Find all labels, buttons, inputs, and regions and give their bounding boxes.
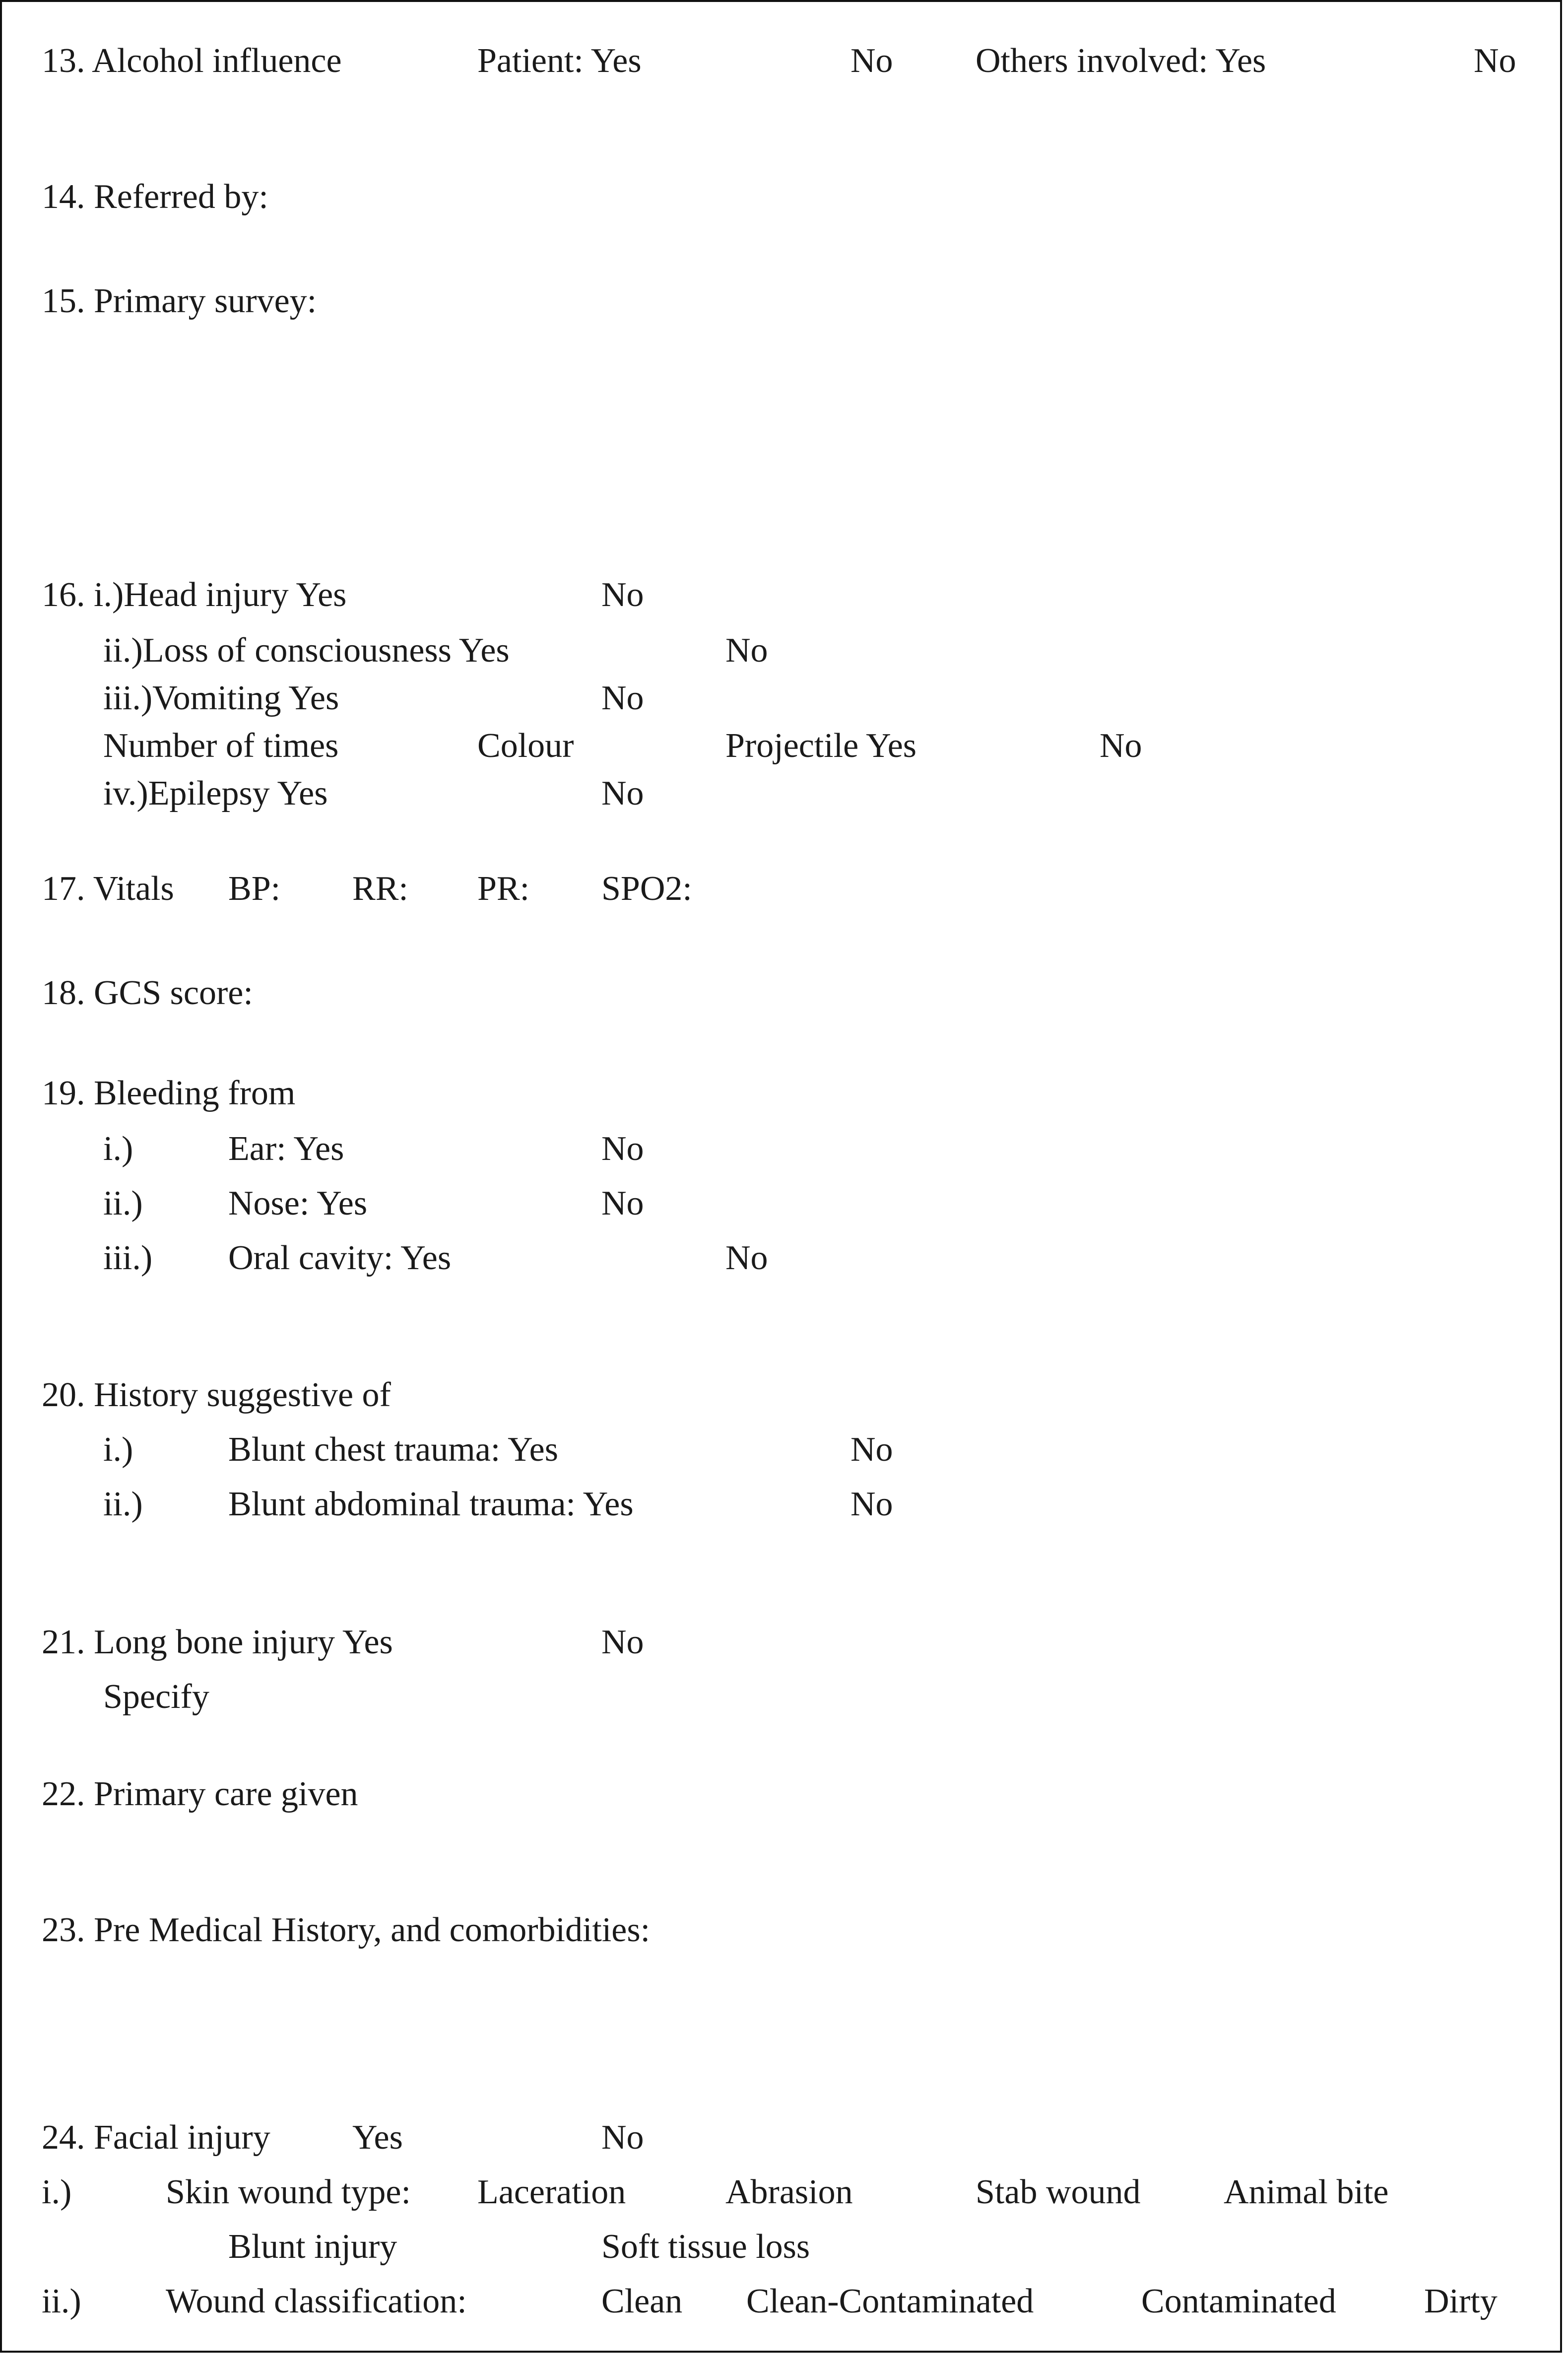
- q16-epilepsy-no: No: [601, 774, 644, 813]
- q24-skin-laceration: Laceration: [477, 2173, 626, 2211]
- q24-facial-yes: Yes: [352, 2118, 403, 2157]
- q16-loss-consciousness-no: No: [725, 631, 768, 670]
- q19-num-3: iii.): [103, 1239, 153, 1277]
- q20-history-suggestive: 20. History suggestive of: [42, 1376, 391, 1414]
- q13-label: 13. Alcohol influence: [42, 42, 342, 80]
- q19-nose-yes: Nose: Yes: [228, 1184, 368, 1222]
- q16-vomiting-no: No: [601, 679, 644, 717]
- q20-chest-trauma-no: No: [850, 1430, 893, 1469]
- q24-wound-num: ii.): [42, 2282, 81, 2320]
- q24-wound-clean-contaminated: Clean-Contaminated: [746, 2282, 1034, 2320]
- q19-nose-no: No: [601, 1184, 644, 1222]
- q19-ear-yes: Ear: Yes: [228, 1130, 344, 1168]
- q20-abdominal-trauma-no: No: [850, 1485, 893, 1523]
- q17-vitals: 17. Vitals: [42, 870, 174, 908]
- q13-patient-yes: Patient: Yes: [477, 42, 642, 80]
- q24-wound-label: Wound classification:: [166, 2282, 467, 2320]
- q24-skin-abrasion: Abrasion: [725, 2173, 853, 2211]
- q20-chest-trauma-yes: Blunt chest trauma: Yes: [228, 1430, 558, 1469]
- q24-wound-clean: Clean: [601, 2282, 683, 2320]
- q16-vomiting: iii.)Vomiting Yes: [103, 679, 339, 717]
- q16-colour: Colour: [477, 727, 574, 765]
- q21-long-bone-injury: 21. Long bone injury Yes: [42, 1623, 393, 1661]
- q22-primary-care: 22. Primary care given: [42, 1775, 358, 1813]
- q13-patient-no: No: [850, 42, 893, 80]
- q19-bleeding-from: 19. Bleeding from: [42, 1074, 296, 1112]
- q13-others-no: No: [1474, 42, 1516, 80]
- q17-bp: BP:: [228, 870, 281, 908]
- q24-wound-contaminated: Contaminated: [1141, 2282, 1336, 2320]
- q24-facial-no: No: [601, 2118, 644, 2157]
- q24-skin-blunt-injury: Blunt injury: [228, 2228, 397, 2266]
- q18-gcs-score: 18. GCS score:: [42, 974, 253, 1012]
- q16-projectile-no: No: [1100, 727, 1142, 765]
- q19-ear-no: No: [601, 1130, 644, 1168]
- q20-num-2: ii.): [103, 1485, 143, 1523]
- q17-rr: RR:: [352, 870, 408, 908]
- q24-skin-num: i.): [42, 2173, 72, 2211]
- q19-oral-cavity-yes: Oral cavity: Yes: [228, 1239, 452, 1277]
- q24-skin-soft-tissue-loss: Soft tissue loss: [601, 2228, 810, 2266]
- q15-primary-survey: 15. Primary survey:: [42, 282, 317, 320]
- q24-skin-animal-bite: Animal bite: [1224, 2173, 1389, 2211]
- q16-head-injury: 16. i.)Head injury Yes: [42, 576, 347, 614]
- q16-number-of-times: Number of times: [103, 727, 339, 765]
- q19-oral-cavity-no: No: [725, 1239, 768, 1277]
- q16-projectile-yes: Projectile Yes: [725, 727, 916, 765]
- q19-num-1: i.): [103, 1130, 133, 1168]
- q16-loss-consciousness: ii.)Loss of consciousness Yes: [103, 631, 510, 670]
- q24-wound-dirty: Dirty: [1424, 2282, 1498, 2320]
- q13-others-yes: Others involved: Yes: [976, 42, 1266, 80]
- q17-spo2: SPO2:: [601, 870, 692, 908]
- q24-facial-injury: 24. Facial injury: [42, 2118, 270, 2157]
- q21-long-bone-no: No: [601, 1623, 644, 1661]
- q24-skin-stab-wound: Stab wound: [976, 2173, 1141, 2211]
- q19-num-2: ii.): [103, 1184, 143, 1222]
- q16-epilepsy: iv.)Epilepsy Yes: [103, 774, 328, 813]
- q14-referred-by: 14. Referred by:: [42, 178, 268, 216]
- q20-abdominal-trauma-yes: Blunt abdominal trauma: Yes: [228, 1485, 634, 1523]
- q24-skin-label: Skin wound type:: [166, 2173, 411, 2211]
- q21-specify: Specify: [103, 1678, 209, 1716]
- q20-num-1: i.): [103, 1430, 133, 1469]
- q16-head-injury-no: No: [601, 576, 644, 614]
- q17-pr: PR:: [477, 870, 530, 908]
- q23-pre-medical-history: 23. Pre Medical History, and comorbidities:: [42, 1911, 651, 1949]
